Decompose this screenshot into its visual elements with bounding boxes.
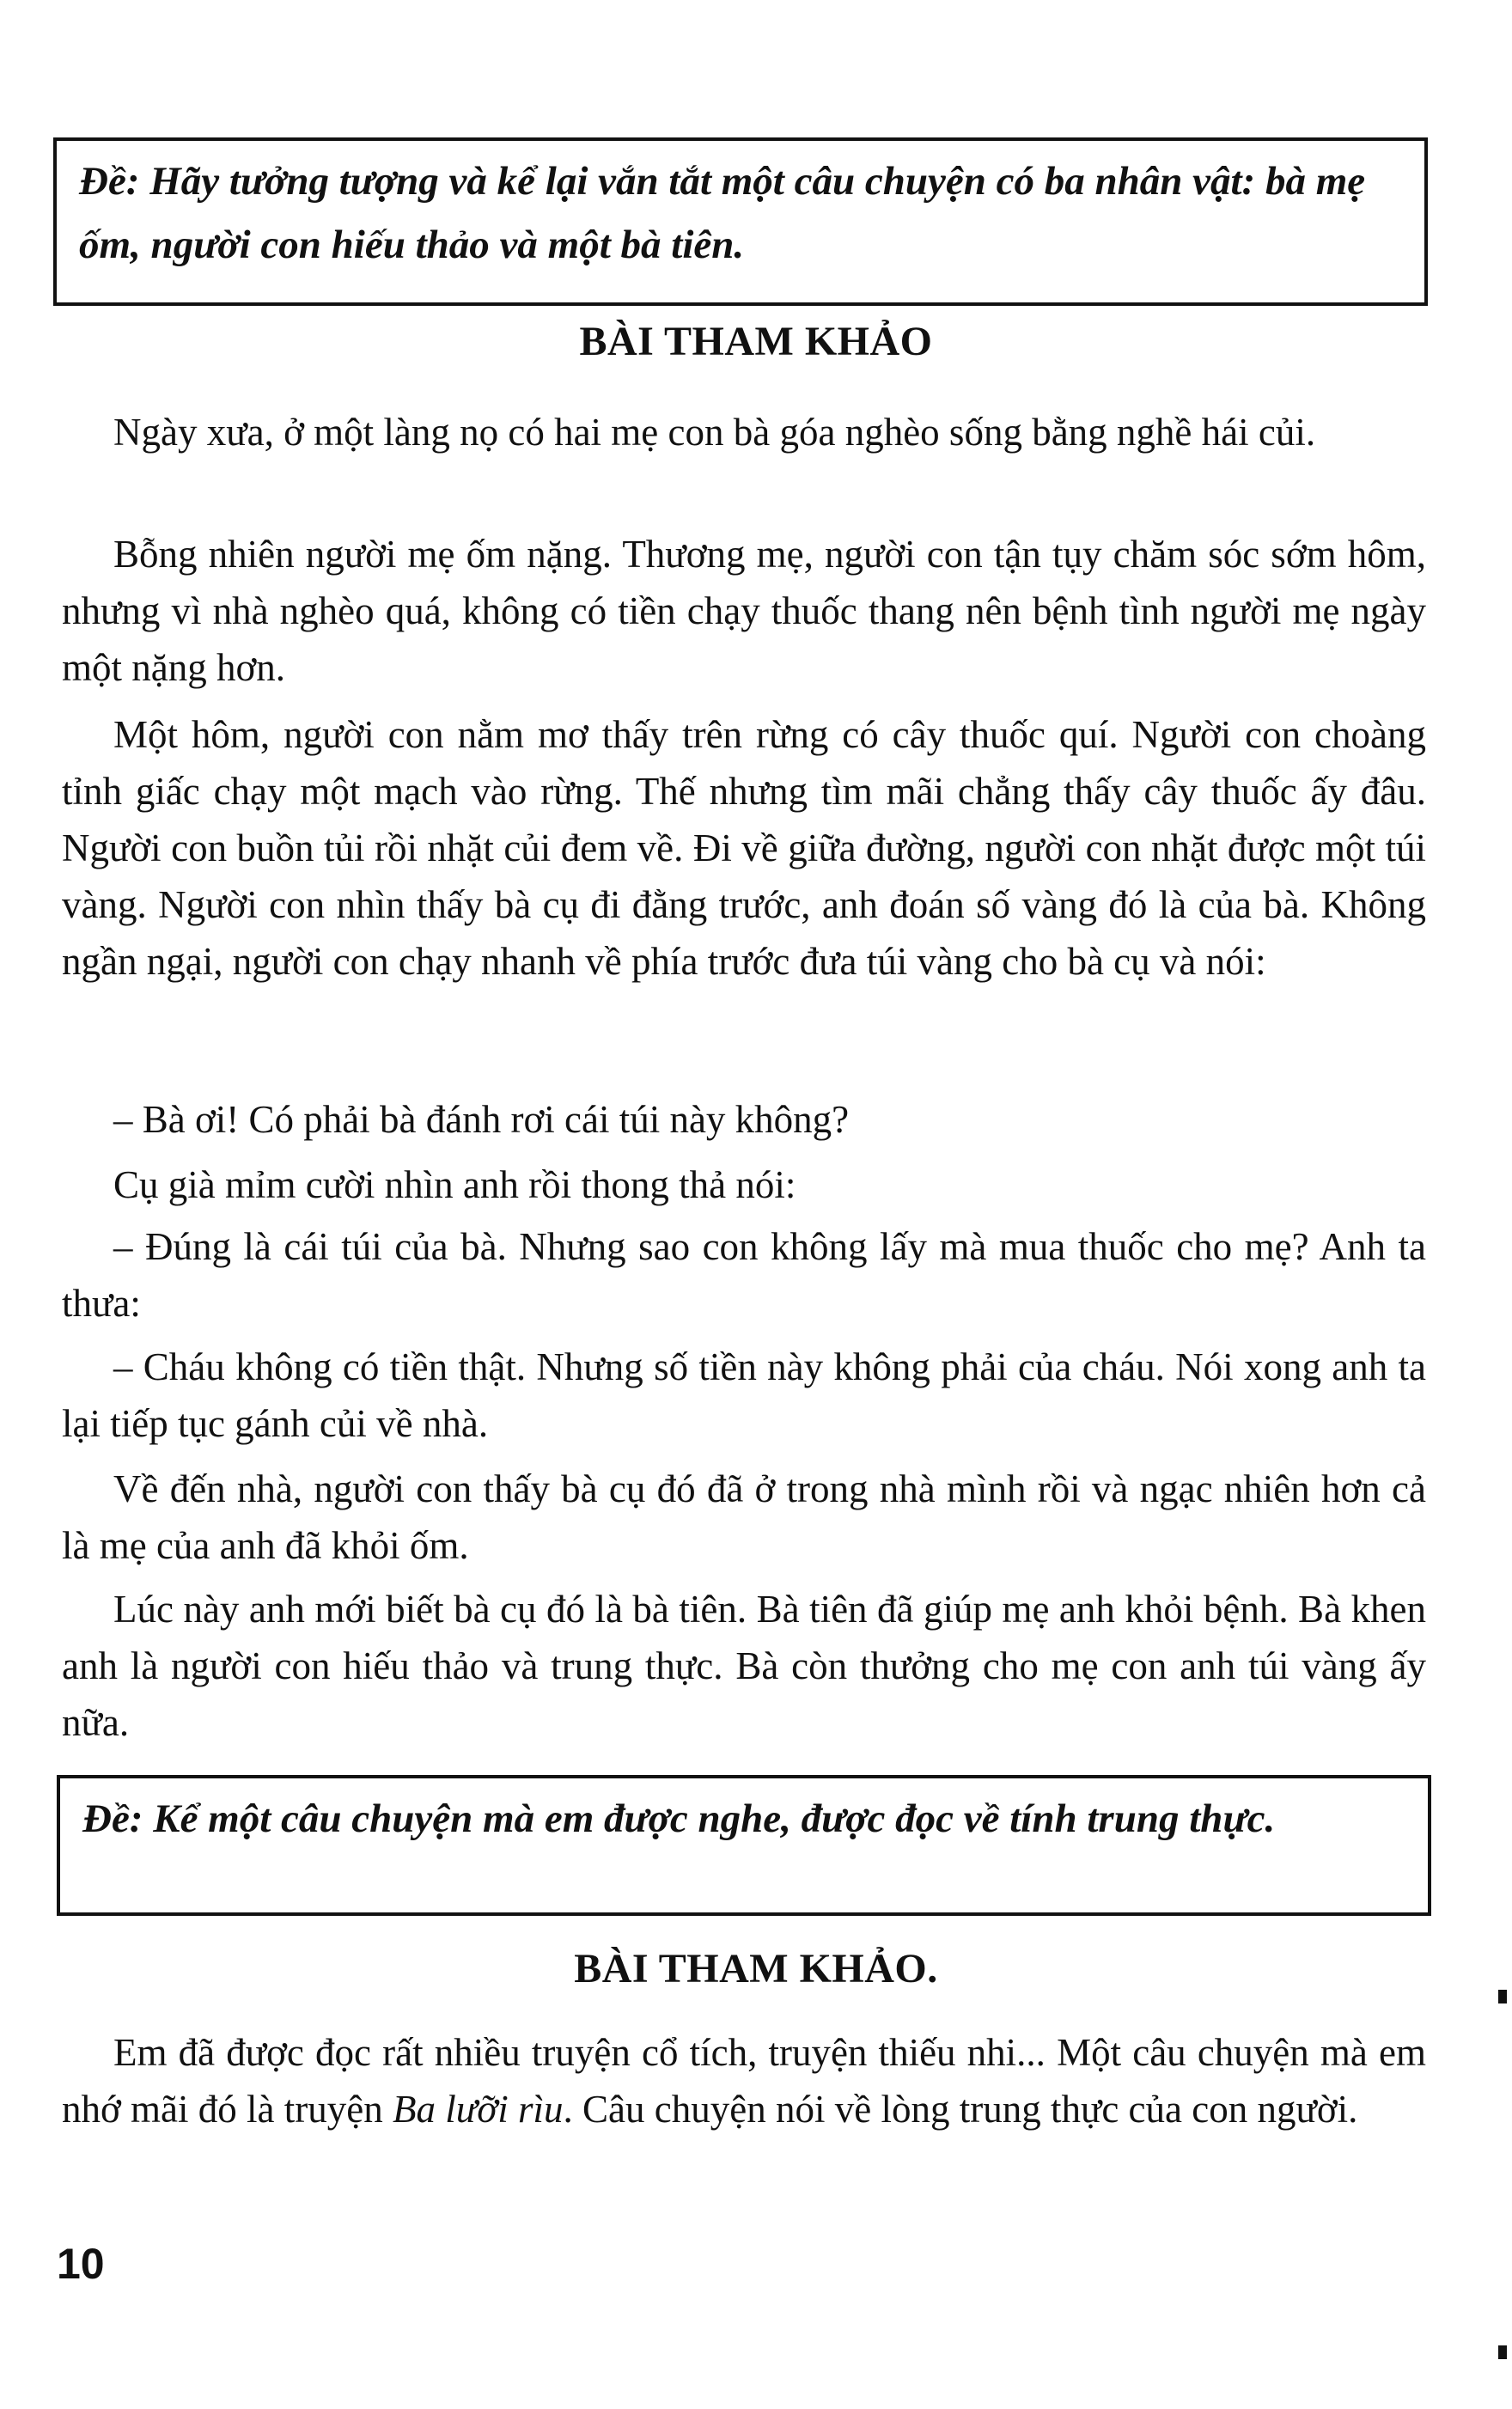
dialogue-line: – Đúng là cái túi của bà. Nhưng sao con không lấy mà mua thuốc cho mẹ? Anh ta thưa: <box>62 1225 1426 1325</box>
paragraph <box>62 2024 1426 2138</box>
paragraph-text: . Câu chuyện nói về lòng trung thực của con người. <box>563 2088 1358 2131</box>
paragraph: Lúc này anh mới biết bà cụ đó là bà tiên. Bà tiên đã giúp mẹ anh khỏi bệnh. Bà khen anh là người con hiếu thảo và trung thực. Bà còn thưởng cho mẹ con anh túi vàng ấy nữa. <box>62 1588 1426 1744</box>
paragraph: Cụ già mỉm cười nhìn anh rồi thong thả nói: <box>113 1163 796 1206</box>
section-heading: BÀI THAM KHẢO. <box>574 1946 938 1991</box>
scan-edge-mark <box>1498 1990 1507 2003</box>
prompt-box-1 <box>53 137 1428 306</box>
prompt-label: Đề: <box>82 1796 143 1841</box>
story-title: Ba lưỡi rìu <box>392 2088 564 2131</box>
paragraph: Bỗng nhiên người mẹ ốm nặng. Thương mẹ, người con tận tụy chăm sóc sớm hôm, nhưng vì nhà nghèo quá, không có tiền chạy thuốc thang nên bệnh tình người mẹ ngày một nặng hơn. <box>62 533 1426 689</box>
prompt-box-2 <box>57 1775 1431 1916</box>
dialogue-line: – Cháu không có tiền thật. Nhưng số tiền này không phải của cháu. Nói xong anh ta lại tiếp tục gánh củi về nhà. <box>62 1345 1426 1445</box>
paragraph-text: Em đã được đọc rất nhiều truyện cổ tích, truyện thiếu nhi... Một câu chuyện mà em nhớ mãi đó là truyện <box>62 2031 1426 2131</box>
paragraph: Một hôm, người con nằm mơ thấy trên rừng có cây thuốc quí. Người con choàng tỉnh giấc chạy một mạch vào rừng. Thế nhưng tìm mãi chẳng thấy cây thuốc ấy đâu. Người con buồn tủi rồi nhặt củi đem về. Đi về giữa đường, người con nhặt được một túi vàng. Người con nhìn thấy bà cụ đi đằng trước, anh đoán số vàng đó là của bà. Không ngần ngại, người con chạy nhanh về phía trước đưa túi vàng cho bà cụ và nói: <box>62 713 1426 983</box>
page-number: 10 <box>57 2240 105 2288</box>
scan-edge-mark <box>1498 2345 1507 2359</box>
section-heading: BÀI THAM KHẢO <box>579 319 933 364</box>
prompt-text: Kể một câu chuyện mà em được nghe, được đọc về tính trung thực. <box>153 1796 1276 1841</box>
paragraph: Ngày xưa, ở một làng nọ có hai mẹ con bà góa nghèo sống bằng nghề hái củi. <box>113 411 1316 454</box>
paragraph: Về đến nhà, người con thấy bà cụ đó đã ở trong nhà mình rồi và ngạc nhiên hơn cả là mẹ của anh đã khỏi ốm. <box>62 1467 1426 1567</box>
prompt-text: Hãy tưởng tượng và kể lại vắn tắt một câu chuyện có ba nhân vật: bà mẹ ốm, người con hiếu thảo và một bà tiên. <box>79 159 1366 267</box>
prompt-label: Đề: <box>79 159 140 204</box>
dialogue-line: – Bà ơi! Có phải bà đánh rơi cái túi này không? <box>113 1098 850 1141</box>
